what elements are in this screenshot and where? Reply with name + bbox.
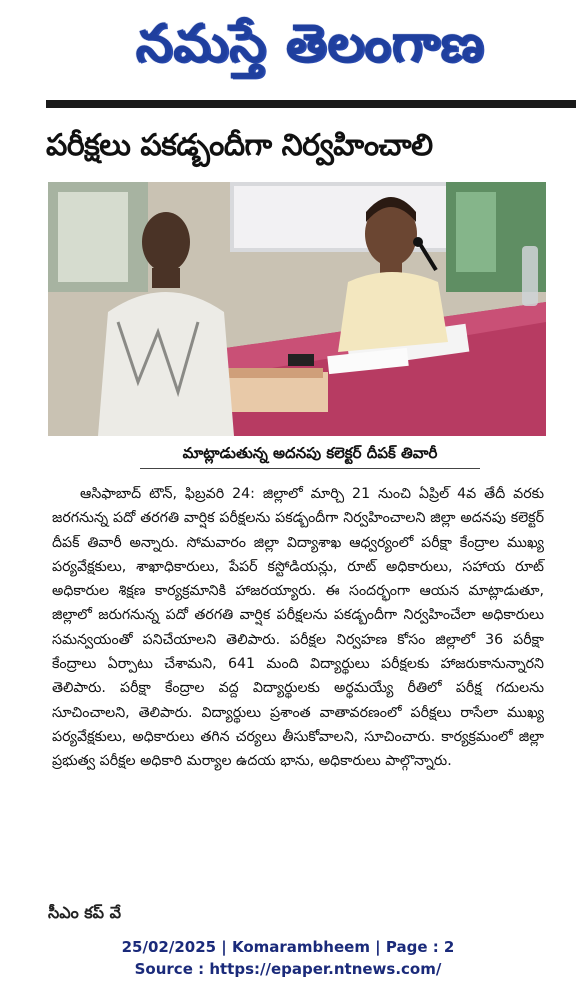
photo-meeting-illustration (48, 182, 546, 436)
article-photo (48, 182, 546, 436)
article-body: ఆసిఫాబాద్ టౌన్, ఫిబ్రవరి 24: జిల్లాలో మార్చి 21 నుంచి ఏప్రిల్ 4వ తేదీ వరకు జరగనున్న పదో తరగతి వార్షిక పరీక్షలను పకడ్బందీగా నిర్వహించాలని జిల్లా అదనపు కలెక్టర్ దీపక్ తివారీ అన్నారు. సోమవారం జిల్లా విద్యాశాఖ ఆధ్వర్యంలో పరీక్షా కేంద్రాల ముఖ్య పర్యవేక్షకులు, శాఖాధికారులు, పేపర్ కస్టోడియన్లు, రూట్ అధికారులు, సహాయ రూట్ అధికారుల శిక్షణ కార్యక్రమానికి హాజరయ్యారు. ఈ సందర్భంగా ఆయన మాట్లాడుతూ, జిల్లాలో జరుగనున్న పదో తరగతి వార్షిక పరీక్షలను పకడ్బందీగా నిర్వహించేలా అధికారులు సమన్వయంతో పనిచేయాలని తెలిపారు. పరీక్షల నిర్వహణ కోసం జిల్లాలో 36 పరీక్షా కేంద్రాలు ఏర్పాటు చేశామని, 641 మంది విద్యార్థులు పరీక్షలకు హాజరుకానున్నారని తెలిపారు. పరీక్షా కేంద్రాల వద్ద విద్యార్థులకు అర్థమయ్యే రీతిలో పరీక్ష గదులను సూచించాలని, తెలిపారు. విద్యార్థులు ప్రశాంత వాతావరణంలో పరీక్షలు రాసేలా ముఖ్య పర్యవేక్షకులు, అధికారులు తగిన చర్యలు తీసుకోవాలని, సూచించారు. కార్యక్రమంలో జిల్లా ప్రభుత్వ పరీక్షల అధికారి మర్యాల ఉదయ భాను, అధికారులు పాల్గొన్నారు. (52, 486, 544, 770)
photo-caption: మాట్లాడుతున్న అదనపు కలెక్టర్ దీపక్ తివారీ (140, 438, 480, 469)
masthead-rule (46, 100, 576, 108)
next-article-headline-fragment: సీఎం కప్ వే (48, 904, 121, 922)
article-headline: పరీక్షలు పకడ్బందీగా నిర్వహించాలి (46, 128, 433, 163)
footer-date-edition: 25/02/2025 | Komarambheem | Page : 2 (121, 938, 455, 956)
news-article (40, 118, 576, 908)
masthead (0, 0, 576, 98)
newspaper-title: నమస్తే తెలంగాణ (135, 14, 485, 74)
footer-source-link[interactable]: Source : https://epaper.ntnews.com/ (134, 960, 442, 978)
page-footer (0, 936, 576, 986)
